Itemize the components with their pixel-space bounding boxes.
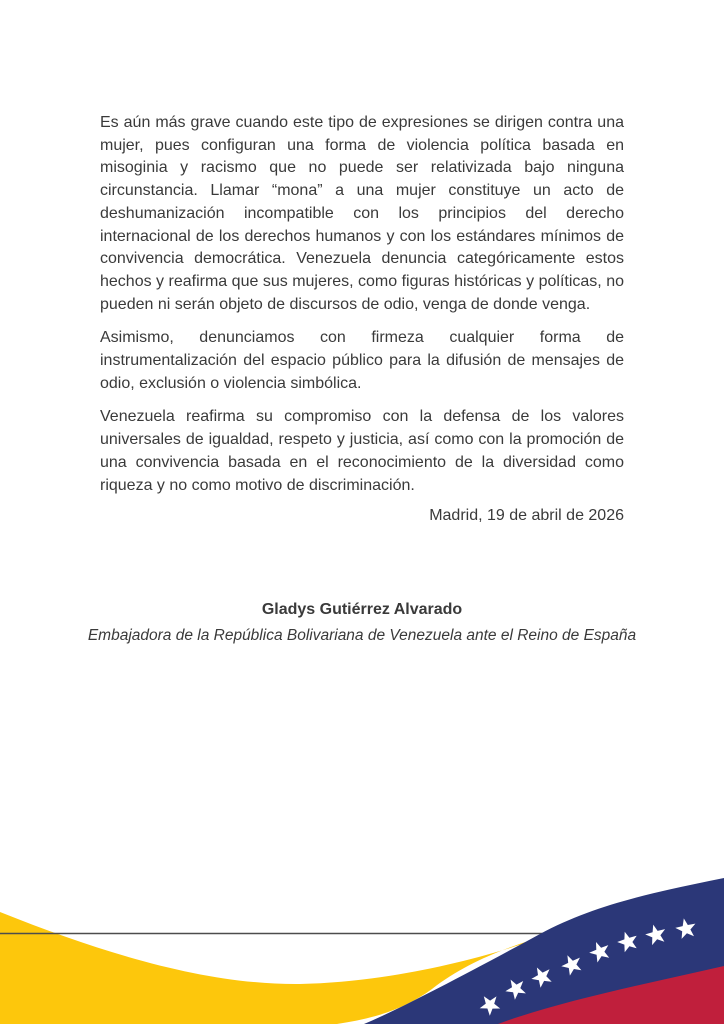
signature-title: Embajadora de la República Bolivariana de Venezuela ante el Reino de España <box>87 627 637 644</box>
signature-block <box>50 601 674 645</box>
body-paragraph: Venezuela reafirma su compromiso con la defensa de los valores universales de igualdad, respeto y justicia, así como con la promoción de una convivencia basada en el reconocimiento de la diversidad como riqueza y no como motivo de discriminación. <box>100 408 624 494</box>
body-paragraph: Es aún más grave cuando este tipo de expresiones se dirigen contra una mujer, pues configuran una forma de violencia política basada en misoginia y racismo que no puede ser relativizada bajo ninguna circunstancia. Llamar “mona” a una mujer constituye un acto de deshumanización incompatible con los principios del derecho internacional de los derechos humanos y con los estándares mínimos de convivencia democrática. Venezuela denuncia categóricamente estos hechos y reafirma que sus mujeres, como figuras históricas y políticas, no pueden ni serán objeto de discursos de odio, venga de donde venga. <box>100 114 624 313</box>
flag-footer-graphic <box>0 854 724 1024</box>
body-paragraph: Asimismo, denunciamos con firmeza cualquier forma de instrumentalización del espacio público para la difusión de mensajes de odio, exclusión o violencia simbólica. <box>100 329 624 392</box>
signature-name: Gladys Gutiérrez Alvarado <box>261 601 463 618</box>
date-line: Madrid, 19 de abril de 2026 <box>429 507 624 524</box>
letter-body <box>100 112 624 508</box>
